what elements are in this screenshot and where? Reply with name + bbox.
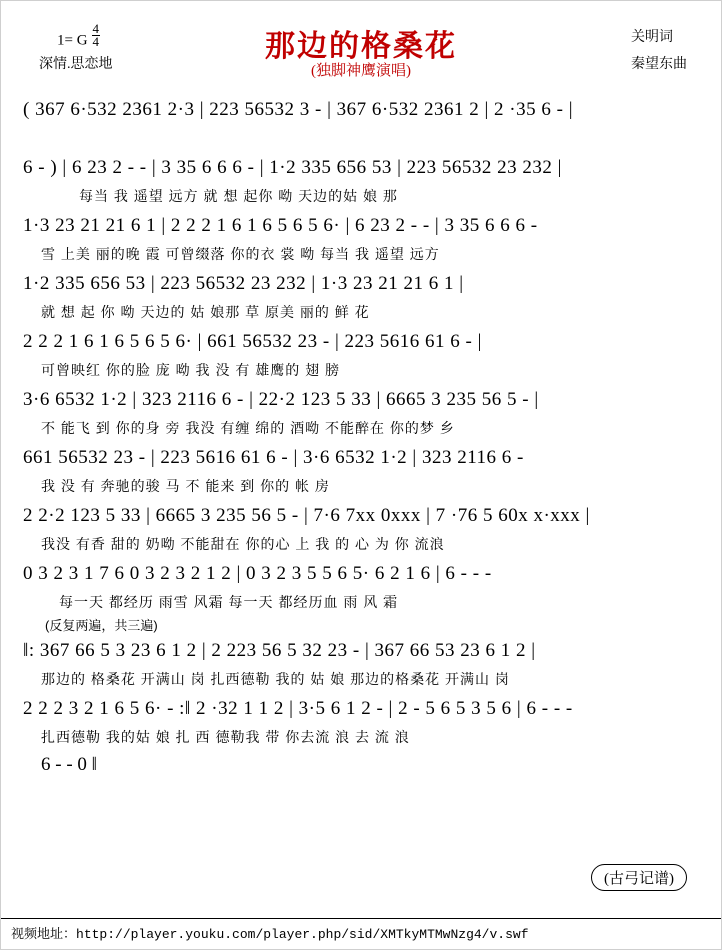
score-system <box>19 441 703 497</box>
time-signature-numerator: 4 <box>92 21 100 36</box>
lyrics-line: 不 能飞 到 你的身 旁 我没 有缠 绵的 酒呦 不能醉在 你的梦 乡 <box>41 420 455 436</box>
lyrics-line <box>19 127 703 149</box>
lyrics-line: 就 想 起 你 呦 天边的 姑 娘那 草 原美 丽的 鲜 花 <box>41 304 370 320</box>
lyrics-line: 每当 我 遥望 远方 就 想 起你 呦 天边的姑 娘 那 <box>79 188 398 204</box>
score-system <box>19 325 703 381</box>
credits <box>631 25 687 78</box>
score-system <box>19 151 703 207</box>
time-signature-denominator: 4 <box>92 34 100 50</box>
score-system <box>19 557 703 613</box>
notation-line: 2 2 2 1 6 1 6 5 6 5 6· | 661 56532 23 - | 223 5616 61 6 - | <box>23 331 482 352</box>
final-measure: 6 - - 0 ‖ <box>41 754 97 775</box>
repeat-instruction: (反复两遍，共三遍) <box>45 618 158 633</box>
mood-marking: 深情.思恋地 <box>39 57 113 72</box>
lyrics-line: 每一天 都经历 雨雪 风霜 每一天 都经历血 雨 风 霜 <box>59 594 399 610</box>
notation-line: 661 56532 23 - | 223 5616 61 6 - | 3·6 6532 1·2 | 323 2116 6 - <box>23 447 524 468</box>
score-system <box>19 209 703 265</box>
score-system <box>19 499 703 555</box>
notation-line: 1·3 23 21 21 6 1 | 2 2 2 1 6 1 6 5 6 5 6· | 6 23 2 - - | 3 35 6 6 6 - <box>23 215 538 236</box>
video-url-value[interactable]: http://player.youku.com/player.php/sid/XMTkyMTMwNzg4/v.swf <box>76 927 529 942</box>
score-system <box>19 267 703 323</box>
composer-credit: 秦望东曲 <box>631 56 687 72</box>
video-url-label: 视频地址： <box>11 926 77 941</box>
notation-line: ‖: 367 66 5 3 23 6 1 2 | 2 223 56 5 32 23 - | 367 66 53 23 6 1 2 | <box>23 640 536 661</box>
lyrics-line: 那边的 格桑花 开满山 岗 扎西德勒 我的 姑 娘 那边的格桑花 开满山 岗 <box>41 671 510 687</box>
score-system <box>19 93 703 149</box>
notation-line: 2 2 2 3 2 1 6 5 6· - :‖ 2 ·32 1 1 2 | 3·5 6 1 2 - | 2 - 5 6 5 3 5 6 | 6 - - - <box>23 698 573 719</box>
score-system-refrain <box>19 634 703 690</box>
lyrics-line: 可曾映红 你的脸 庞 呦 我 没 有 雄鹰的 翅 膀 <box>41 362 341 378</box>
notation-line: 3·6 6532 1·2 | 323 2116 6 - | 22·2 123 5 33 | 6665 3 235 56 5 - | <box>23 389 539 410</box>
lyrics-line: 我 没 有 奔驰的骏 马 不 能来 到 你的 帐 房 <box>41 478 330 494</box>
video-url-bar <box>1 918 721 949</box>
performer-subtitle: (独脚神鹰演唱) <box>311 63 411 79</box>
notation-line: 0 3 2 3 1 7 6 0 3 2 3 2 1 2 | 0 3 2 3 5 5 6 5· 6 2 1 6 | 6 - - - <box>23 563 492 584</box>
score-header <box>1 1 721 93</box>
score-system-refrain <box>19 692 703 748</box>
key-signature-text: 1= G <box>57 32 88 49</box>
notation-line: ( 367 6·532 2361 2·3 | 223 56532 3 - | 367 6·532 2361 2 | 2 ·35 6 - | <box>23 99 574 120</box>
notation-line: 6 - ) | 6 23 2 - - | 3 35 6 6 6 - | 1·2 335 656 53 | 223 56532 23 232 | <box>23 157 562 178</box>
notation-line: 1·2 335 656 53 | 223 56532 23 232 | 1·3 23 21 21 6 1 | <box>23 273 464 294</box>
score-system <box>19 383 703 439</box>
lyrics-line: 雪 上美 丽的晚 霞 可曾缀落 你的衣 裳 呦 每当 我 遥望 远方 <box>41 246 440 262</box>
score-body <box>1 93 721 780</box>
lyrics-line: 我没 有香 甜的 奶呦 不能甜在 你的心 上 我 的 心 为 你 流浪 <box>41 536 445 552</box>
lyrics-line: 扎西德勒 我的姑 娘 扎 西 德勒我 带 你去流 浪 去 流 浪 <box>41 729 410 745</box>
transcriber-credit: (古弓记谱) <box>591 864 687 891</box>
lyricist-credit: 关明词 <box>631 30 673 45</box>
page-title: 那边的格桑花 <box>265 30 457 63</box>
notation-line: 2 2·2 123 5 33 | 6665 3 235 56 5 - | 7·6 7xx 0xxx | 7 ·76 5 60x x·xxx | <box>23 505 590 526</box>
